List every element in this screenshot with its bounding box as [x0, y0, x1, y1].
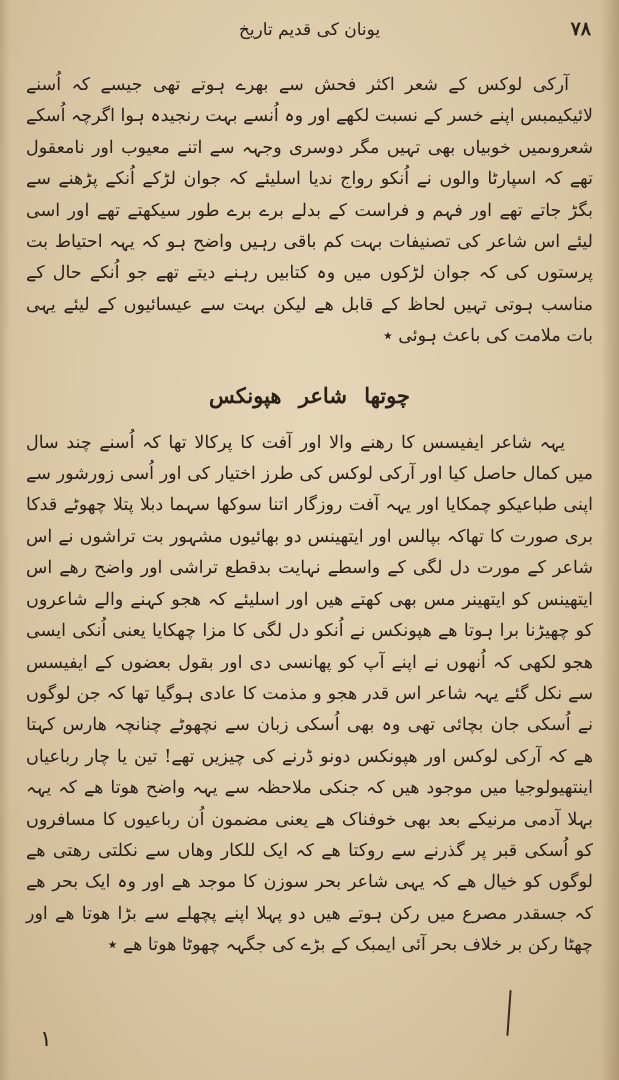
page-number: ٧٨	[570, 18, 591, 40]
footer-mark: ١	[40, 1027, 52, 1052]
page-header	[22, 14, 597, 48]
paragraph-hipponax: یہہ شاعر ایفیسس کا رهنے والا اور آفت کا پرکالا تھا کہ اُسنے چند سال میں کمال حاصل کیا اور آرکی لوکس کی طرز اختیار کی اور اُسی زورشور سے اپنی طباعیکو چمکایا اور یہہ آفت روزگار اتنا سوکھا سہما دبلا پتلا چھوٹے قدکا بری صورت کا تھاکہ بپالس اور ایتھینس دو بھائیوں مشہور بت تراشوں نے اس شاعر کے مورت دل لگی کے واسطے نہایت بدقطع تراشی اور واضح رهے اس ایتھینس کو ایتھینر مس بھی کهتے هیں اور اسلیئے کہ هجو کہنے والے شاعروں کو چھیڑنا برا ہوتا ھے هپونکس نے اُنکو دل لگی کا مزا چھکایا یعنی اُنکی ایسی هجو لکھی کہ اُنھوں نے اپنے آپ کو پھانسی دی اور بقول بعضوں کے ایفیسس سے نکل گئے یہہ شاعر اس قدر هجو و مذمت کا عادی ہوگیا تھا کہ جن لوگوں نے اُسکی جان بچائی تھی وہ بھی اُسکی زبان سے نچھوٹے چنانچہ هارس کہتا ھے کہ آرکی لوکس اور هپونکس دونو ڈرنے کی چیزیں تھے! تین یا چار رباعیاں اینتھیولوجیا میں موجود هیں کہ جنکی ملاحظہ سے یہہ واضح هوتا ھے کہ یہہ بہلا آدمی مرنیکے بعد بھی خوفناک ھے یعنی مضمون اُن رباعیوں کا مسافروں کو اُسکی قبر پر گذرنے سے روکتا ھے کہ ایک للکار وهاں سے نکلتی رهتی ھے لوگوں کو خیال ھے کہ یہی شاعر بحر سوزن کا موجد ھے اور وہ ایک بحر ھے کہ جسقدر مصرع میں رکن ہوتے هیں دو پہلا اپنے پچھلے سے بڑا هوتا ھے اور چھٹا رکن بر خلاف بحر آئی ایمبک کے بڑے کی جگہہ چھوٹا هوتا ھے ٭	[26, 432, 594, 956]
paragraph-archilochus: آرکی لوکس کے شعر اکثر فحش سے بھرے ہوتے تھی جیسے کہ اُسنے لائیکیمبس اپنے خسر کے نسبت لکھے اور وہ اُنسے بہت رنجیدہ ہوا اگرچہ اُسکے شعروںمیں خوبیاں بھی تہیں مگر دوسری وجہہ سے اتنے معیوب اور نامعقول تھے کہ اسپارٹا والوں نے اُنکو رواج ندیا اسلیئے کہ جوان لڑکے اُنکے پڑھنے سے بگڑ جاتے تھے اور فہم و فراست کے بدلے برے برے طور سیکھتے تھے اور اسی لیئے اس شاعر کی تصنیفات بہت کم باقی رہیں واضح ہو کہ یہہ احتیاط بت پرستوں کی کہ جوان لڑکوں میں وہ کتابیں رہنے دیتے تھے جو اُنکے حال کے مناسب ہوتی تہیں لحاظ کے قابل ھے لیکن بہت سے عیسائیوں کے لیئے یہی بات ملامت کی باعث ہوئی ٭	[26, 75, 593, 347]
running-title: یونان کی قدیم تاریخ	[238, 20, 381, 40]
section-heading: چوتھا شاعر هپونکس	[209, 382, 410, 408]
handwritten-margin-mark	[506, 990, 511, 1036]
